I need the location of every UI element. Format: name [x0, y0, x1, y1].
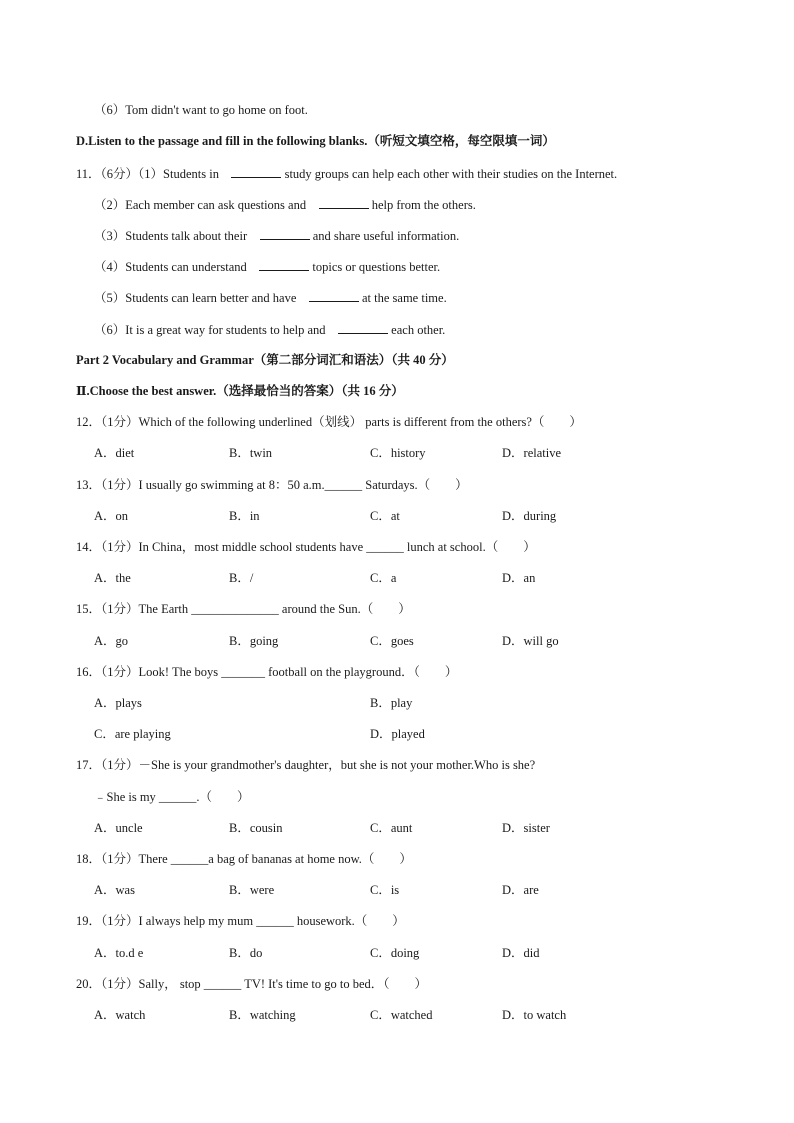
- q14-option-b[interactable]: B．/: [229, 571, 254, 585]
- q12-stem: [76, 414, 582, 430]
- q11-before-4: （4）Students can understand: [94, 260, 247, 274]
- q13-option-d[interactable]: D．during: [502, 509, 557, 523]
- q20-option-c[interactable]: C．watched: [370, 1008, 433, 1022]
- q20-option-a[interactable]: A．watch: [94, 1008, 146, 1022]
- q15-option-d[interactable]: D．will go: [502, 634, 559, 648]
- q11-after-6: each other.: [391, 323, 446, 337]
- q11-line-2: [94, 196, 476, 213]
- q20-option-b[interactable]: B．watching: [229, 1008, 296, 1022]
- q16-stem: [76, 664, 457, 680]
- q18-text: There ______a bag of bananas at home now.（ ）: [138, 852, 412, 866]
- q12-option-c[interactable]: C．history: [370, 446, 426, 460]
- q15-option-b[interactable]: B．going: [229, 634, 279, 648]
- q16-option-b[interactable]: B．play: [370, 696, 413, 710]
- q11-before-2: （2）Each member can ask questions and: [94, 198, 307, 212]
- part2-sub-heading: Ⅱ.Choose the best answer.（选择最恰当的答案）（共 16 分）: [76, 384, 404, 398]
- q17-stem: [76, 757, 535, 773]
- q11-before-1: （1）Students in: [138, 167, 219, 181]
- q16-option-d[interactable]: D．played: [370, 727, 425, 741]
- q19-option-b[interactable]: B．do: [229, 946, 263, 960]
- q18-number: 18．（1分）: [76, 852, 139, 866]
- q15-option-a[interactable]: A．go: [94, 634, 129, 648]
- q19-option-a[interactable]: A．to.d e: [94, 946, 144, 960]
- q11-line-1: 11．（6分）（1）Students in study groups can help each other with their studies on the Internet.: [76, 167, 618, 181]
- q11-after-2: help from the others.: [371, 198, 476, 212]
- q13-option-b[interactable]: B．in: [229, 509, 260, 523]
- q16-option-a[interactable]: A．plays: [94, 696, 142, 710]
- q16-number: 16．（1分）: [76, 665, 139, 679]
- q12-option-b[interactable]: B．twin: [229, 446, 273, 460]
- q15-text: The Earth ______________ around the Sun.（ ）: [138, 602, 411, 616]
- q13-stem: [76, 477, 468, 493]
- blank-3[interactable]: [260, 227, 310, 240]
- q18-option-d[interactable]: D．are: [502, 883, 539, 897]
- q11-before-5: （5）Students can learn better and have: [94, 291, 297, 305]
- q14-option-d[interactable]: D．an: [502, 571, 536, 585]
- q17-text: －She is your grandmother's daughter，but she is not your mother.Who is she?: [138, 758, 536, 772]
- blank-2[interactable]: [319, 196, 369, 209]
- q19-option-c[interactable]: C．doing: [370, 946, 420, 960]
- q15-number: 15．（1分）: [76, 602, 139, 616]
- q14-stem: [76, 539, 536, 555]
- q20-text: Sally， stop ______ TV! It's time to go to bed．（ ）: [138, 977, 427, 991]
- q12-option-a[interactable]: A．diet: [94, 446, 135, 460]
- q17-option-c[interactable]: C．aunt: [370, 821, 413, 835]
- blank-5[interactable]: [309, 289, 359, 302]
- q11-before-6: （6）It is a great way for students to help and: [94, 323, 326, 337]
- q14-number: 14．（1分）: [76, 540, 139, 554]
- blank-4[interactable]: [259, 258, 309, 271]
- section-d-heading: D.Listen to the passage and fill in the following blanks.（听短文填空格，每空限填一词）: [76, 134, 555, 148]
- q12-option-d[interactable]: D．relative: [502, 446, 562, 460]
- q11-line-5: [94, 289, 447, 306]
- q13-text: I usually go swimming at 8：50 a.m.______ Saturdays.（ ）: [138, 478, 468, 492]
- q19-option-d[interactable]: D．did: [502, 946, 540, 960]
- q20-number: 20．（1分）: [76, 977, 139, 991]
- q13-option-c[interactable]: C．at: [370, 509, 400, 523]
- q17-option-a[interactable]: A．uncle: [94, 821, 143, 835]
- q13-option-a[interactable]: A．on: [94, 509, 129, 523]
- q18-stem: [76, 851, 412, 867]
- q19-stem: [76, 913, 405, 929]
- q16-text: Look! The boys _______ football on the playground．（ ）: [138, 665, 458, 679]
- q14-text: In China，most middle school students have ______ lunch at school.（ ）: [138, 540, 536, 554]
- q20-stem: [76, 976, 427, 992]
- q14-option-a[interactable]: A．the: [94, 571, 131, 585]
- q19-number: 19．（1分）: [76, 914, 139, 928]
- q17-option-b[interactable]: B．cousin: [229, 821, 283, 835]
- q12-text: Which of the following underlined（划线） parts is different from the others?（ ）: [138, 415, 582, 429]
- blank-6[interactable]: [338, 321, 388, 334]
- blank-1[interactable]: [231, 165, 281, 178]
- q17-option-d[interactable]: D．sister: [502, 821, 550, 835]
- q13-number: 13．（1分）: [76, 478, 139, 492]
- q11-line-4: [94, 258, 440, 275]
- q15-option-c[interactable]: C．goes: [370, 634, 414, 648]
- q20-option-d[interactable]: D．to watch: [502, 1008, 567, 1022]
- q11-after-1: study groups can help each other with their studies on the Internet.: [284, 167, 618, 181]
- q14-option-c[interactable]: C．a: [370, 571, 397, 585]
- q18-option-b[interactable]: B．were: [229, 883, 275, 897]
- q18-option-c[interactable]: C．is: [370, 883, 400, 897]
- q15-stem: [76, 601, 411, 617]
- q11-before-3: （3）Students talk about their: [94, 229, 248, 243]
- part1-tail-line: （6）Tom didn't want to go home on foot.: [94, 103, 308, 117]
- q18-option-a[interactable]: A．was: [94, 883, 135, 897]
- q11-line-6: [94, 321, 445, 338]
- q12-number: 12．（1分）: [76, 415, 139, 429]
- q11-after-3: and share useful information.: [312, 229, 460, 243]
- q19-text: I always help my mum ______ housework.（ ）: [138, 914, 405, 928]
- q17-stem-2: ﹣She is my ______.（ ）: [94, 790, 250, 804]
- q17-number: 17．（1分）: [76, 758, 139, 772]
- q11-after-4: topics or questions better.: [312, 260, 441, 274]
- part2-heading: Part 2 Vocabulary and Grammar（第二部分词汇和语法）（共 40 分）: [76, 353, 454, 367]
- q16-option-c[interactable]: C．are playing: [94, 727, 171, 741]
- q11-line-3: [94, 227, 459, 244]
- q11-after-5: at the same time.: [362, 291, 447, 305]
